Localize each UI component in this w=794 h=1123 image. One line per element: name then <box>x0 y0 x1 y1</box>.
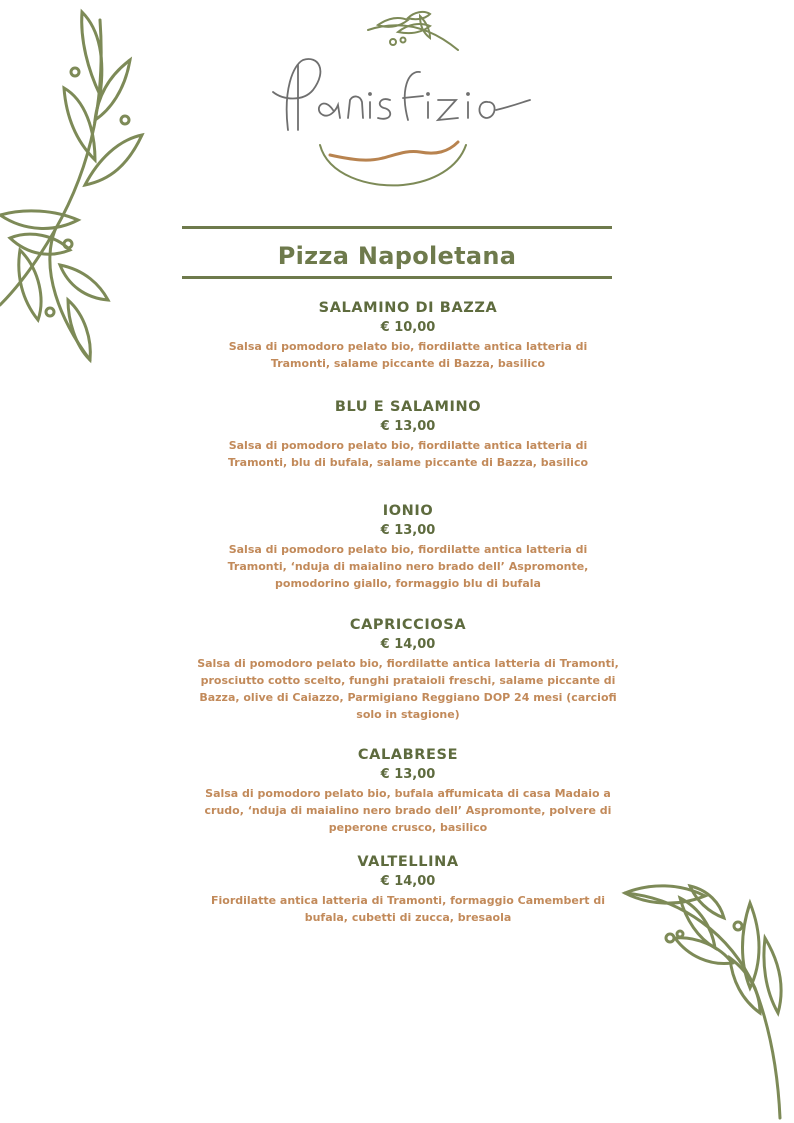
item-price: € 14,00 <box>380 637 436 652</box>
item-name: CAPRICCIOSA <box>349 617 467 633</box>
item-price: € 13,00 <box>380 523 436 538</box>
item-price: € 14,00 <box>380 874 436 889</box>
item-price: € 13,00 <box>380 419 436 434</box>
item-description: Fiordilatte antica latteria di Tramonti, formaggio Camembert di bufala, cubetti di zucca, bresaola <box>210 894 606 924</box>
item-description: Salsa di pomodoro pelato bio, fiordilatte antica latteria di Tramonti, ‘nduja di maialino nero brado dell’ Aspromonte, pomodorino giallo, formaggio blu di bufala <box>227 543 589 590</box>
menu-item <box>190 502 626 592</box>
leaf-sprig-icon <box>368 12 458 50</box>
menu-item <box>190 398 626 471</box>
item-description: Salsa di pomodoro pelato bio, bufala affumicata di casa Madaio a crudo, ‘nduja di maialino nero brado dell’ Aspromonte, polvere di peperone crusco, basilico <box>204 787 612 834</box>
menu-item <box>190 299 626 372</box>
title-rule-bottom <box>182 276 612 279</box>
item-price: € 10,00 <box>380 320 436 335</box>
item-name: CALABRESE <box>357 747 459 763</box>
item-price: € 13,00 <box>380 767 436 782</box>
olive-branch-top-left-icon <box>0 0 150 370</box>
menu-item <box>190 746 626 836</box>
bowl-arc-icon <box>320 142 466 185</box>
item-name: BLU E SALAMINO <box>334 399 482 415</box>
title-rule-top <box>182 226 612 229</box>
item-description: Salsa di pomodoro pelato bio, fiordilatte antica latteria di Tramonti, salame piccante di Bazza, basilico <box>228 340 588 370</box>
menu-item <box>190 853 626 926</box>
item-name: VALTELLINA <box>357 854 459 870</box>
menu-item <box>190 616 626 723</box>
item-name: SALAMINO DI BAZZA <box>318 300 498 316</box>
section-title: Pizza Napoletana <box>277 242 517 270</box>
olive-branch-bottom-right-icon <box>620 878 794 1123</box>
brand-logo <box>258 10 548 190</box>
item-description: Salsa di pomodoro pelato bio, fiordilatte antica latteria di Tramonti, prosciutto cotto scelto, funghi prataioli freschi, salame piccante di Bazza, olive di Caiazzo, Parmigiano Reggiano DOP 24 mesi (carciofi solo in stagione) <box>197 657 619 721</box>
item-description: Salsa di pomodoro pelato bio, fiordilatte antica latteria di Tramonti, blu di bufala, salame piccante di Bazza, basilico <box>227 439 589 469</box>
item-name: IONIO <box>382 503 434 519</box>
